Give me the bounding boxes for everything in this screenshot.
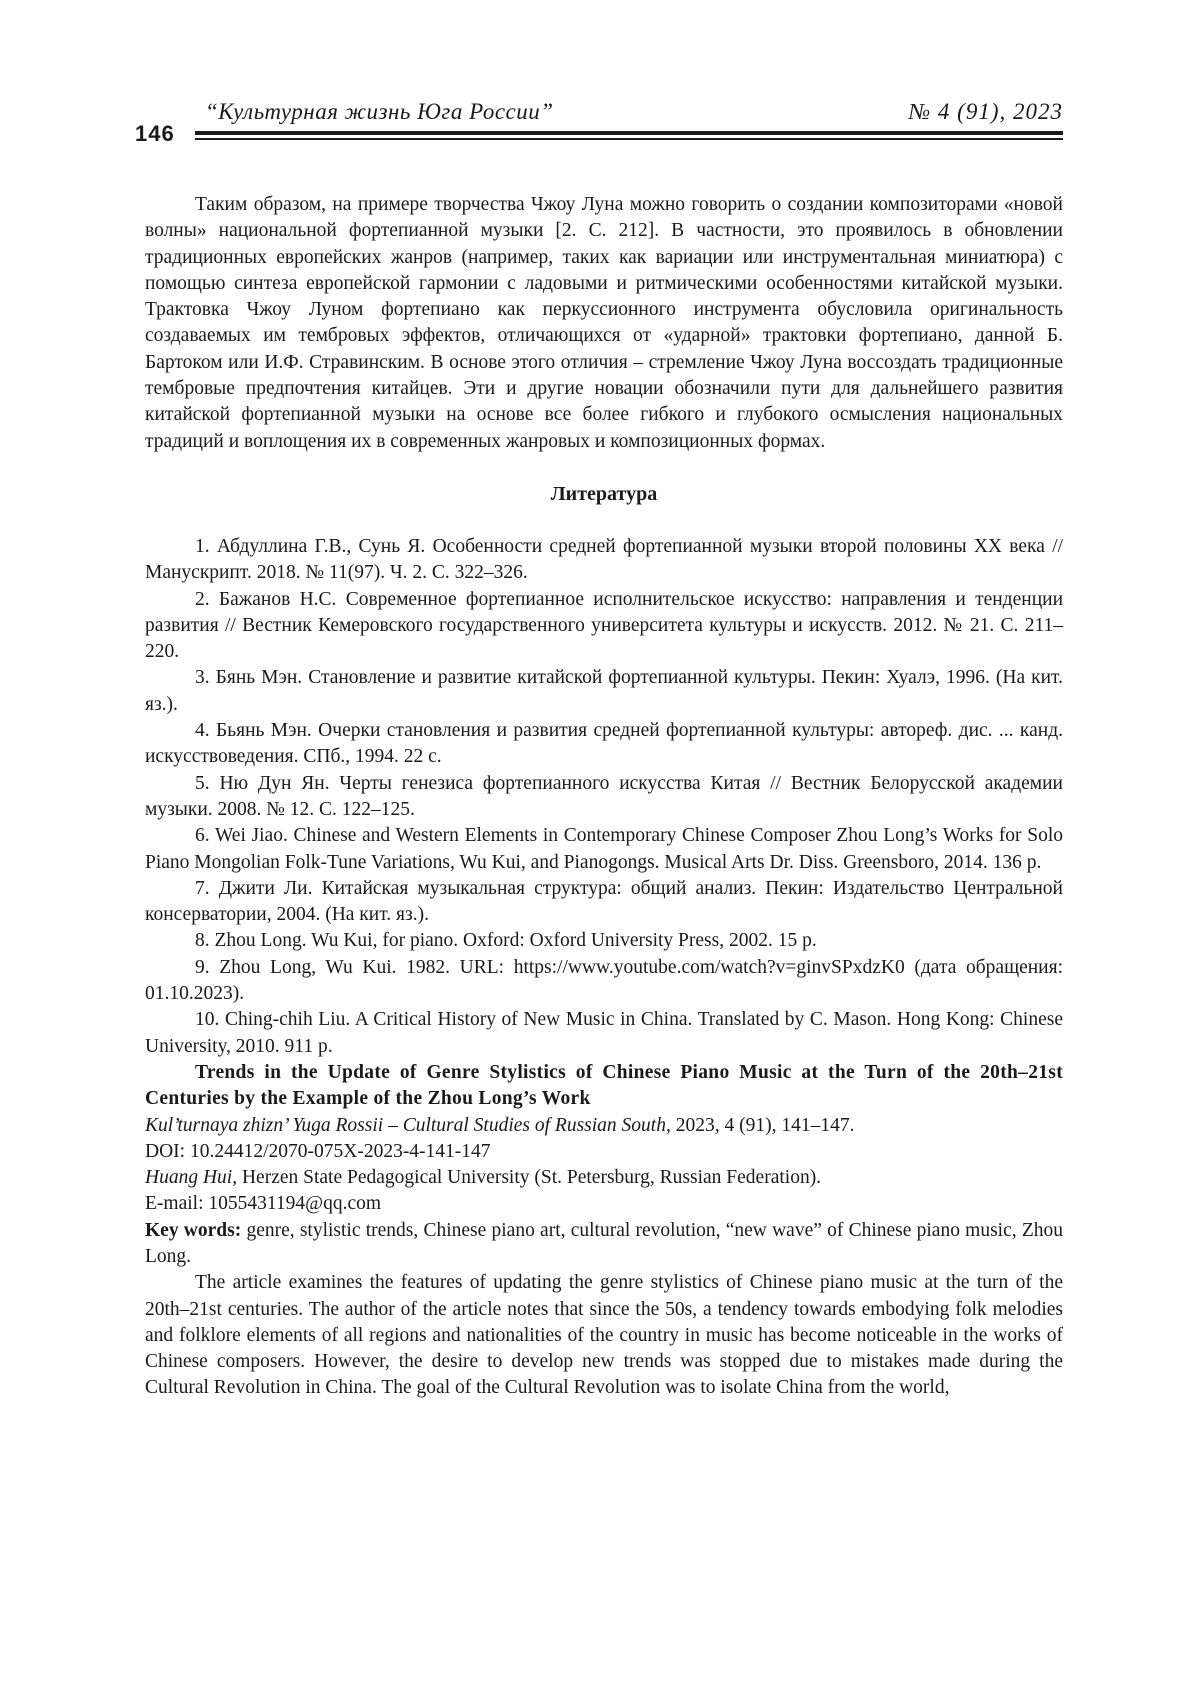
- english-author: [145, 1165, 1063, 1191]
- header-rule-thin: [195, 138, 1063, 140]
- reference-item: 2. Бажанов Н.С. Современное фортепианное исполнительское искусство: направления и тенденции развития // Вестник Кемеровского государственного университета культуры и искусств. 2012. № 21. С. 211–220.: [145, 588, 1063, 663]
- reference-item: 4. Бьянь Мэн. Очерки становления и развития средней фортепианной культуры: автореф. дис. ... канд. искусствоведения. СПб., 1994. 22 с.: [145, 720, 1063, 768]
- reference-item: 8. Zhou Long. Wu Kui, for piano. Oxford: Oxford University Press, 2002. 15 p.: [195, 930, 817, 952]
- journal-title: “Культурная жизнь Юга России”: [205, 99, 554, 124]
- keywords-label: Key words:: [145, 1219, 242, 1241]
- reference-item: 5. Ню Дун Ян. Черты генезиса фортепианного искусства Китая // Вестник Белорусской академии музыки. 2008. № 12. С. 122–125.: [145, 772, 1063, 820]
- issue-number: № 4 (91), 2023: [908, 99, 1063, 124]
- english-doi: DOI: 10.24412/2070-075X-2023-4-141-147: [145, 1140, 491, 1162]
- author-name: Huang Hui,: [145, 1167, 238, 1189]
- reference-item: 7. Джити Ли. Китайская музыкальная структура: общий анализ. Пекин: Издательство Центральной консерватории, 2004. (На кит. яз.).: [145, 877, 1063, 926]
- english-summary: [145, 1060, 1063, 1402]
- english-title: Trends in the Update of Genre Stylistics of Chinese Piano Music at the Turn of the 20th–21st Centuries by the Example of the Zhou Long’s Work: [145, 1061, 1063, 1110]
- author-email: E-mail: 1055431194@qq.com: [145, 1193, 382, 1215]
- english-abstract: The article examines the features of updating the genre stylistics of Chinese piano music at the turn of the 20th–21st centuries. The author of the article notes that since the 50s, a tendency towards embodying folk melodies and folklore elements of all regions and nationalities of the country in music has become noticeable in the works of Chinese composers. However, the desire to develop new trends was stopped due to mistakes made during the Cultural Revolution in China. The goal of the Cultural Revolution was to isolate China from the world,: [145, 1272, 1063, 1399]
- running-header: [135, 97, 1063, 147]
- reference-list: [145, 534, 1063, 1060]
- reference-item-url: 9. Zhou Long, Wu Kui. 1982. URL: https://www.youtube.com/watch?v=ginvSPxdzK0 (дата обращения: 01.10.2023).: [145, 956, 1063, 1005]
- page-body: [145, 192, 1063, 1402]
- conclusion-paragraph: Таким образом, на примере творчества Чжоу Луна можно говорить о создании композиторами «новой волны» национальной фортепианной музыки [2. С. 212]. В частности, это проявилось в обновлении традиционных европейских жанров (например, таких как вариации или инструментальная миниатюра) с помощью синтеза европейской гармонии с ладовыми и ритмическими особенностями китайской музыки. Трактовка Чжоу Луном фортепиано как перкуссионного инструмента обусловила оригинальность создаваемых им тембровых эффектов, отличающихся от «ударной» трактовки фортепиано, данной Б. Бартоком или И.Ф. Стравинским. В основе этого отличия – стремление Чжоу Луна воссоздать традиционные тембровые предпочтения китайцев. Эти и другие новации обозначили пути для дальнейшего развития китайской фортепианной музыки на основе все более гибкого и глубокого осмысления национальных традиций и воплощения их в современных жанровых и композиционных формах.: [145, 194, 1063, 452]
- english-source: [145, 1113, 1063, 1139]
- header-rule-thick: [195, 131, 1063, 135]
- english-source-journal: Kul’turnaya zhizn’ Yuga Rossii – Cultural Studies of Russian South,: [145, 1114, 671, 1136]
- page-number: 146: [135, 121, 175, 146]
- reference-item: 10. Ching-chih Liu. A Critical History of New Music in China. Translated by C. Mason. Hong Kong: Chinese University, 2010. 911 p.: [145, 1009, 1063, 1057]
- references-heading: Литература: [550, 482, 658, 505]
- reference-item: 3. Бянь Мэн. Становление и развитие китайской фортепианной культуры. Пекин: Хуалэ, 1996. (На кит. яз.).: [145, 667, 1063, 715]
- english-keywords: [145, 1218, 1063, 1271]
- reference-item: 6. Wei Jiao. Chinese and Western Elements in Contemporary Chinese Composer Zhou Long’s Works for Solo Piano Mongolian Folk-Tune Variations, Wu Kui, and Pianogongs. Musical Arts Dr. Diss. Greensboro, 2014. 136 p.: [145, 825, 1063, 873]
- reference-item: 1. Абдуллина Г.В., Сунь Я. Особенности средней фортепианной музыки второй половины XX века // Манускрипт. 2018. № 11(97). Ч. 2. С. 322–326.: [145, 535, 1063, 584]
- author-affiliation: Herzen State Pedagogical University (St. Petersburg, Russian Federation).: [237, 1167, 822, 1189]
- english-source-details: 2023, 4 (91), 141–147.: [670, 1114, 855, 1136]
- keywords-text: genre, stylistic trends, Chinese piano art, cultural revolution, “new wave” of Chinese piano music, Zhou Long.: [145, 1219, 1063, 1267]
